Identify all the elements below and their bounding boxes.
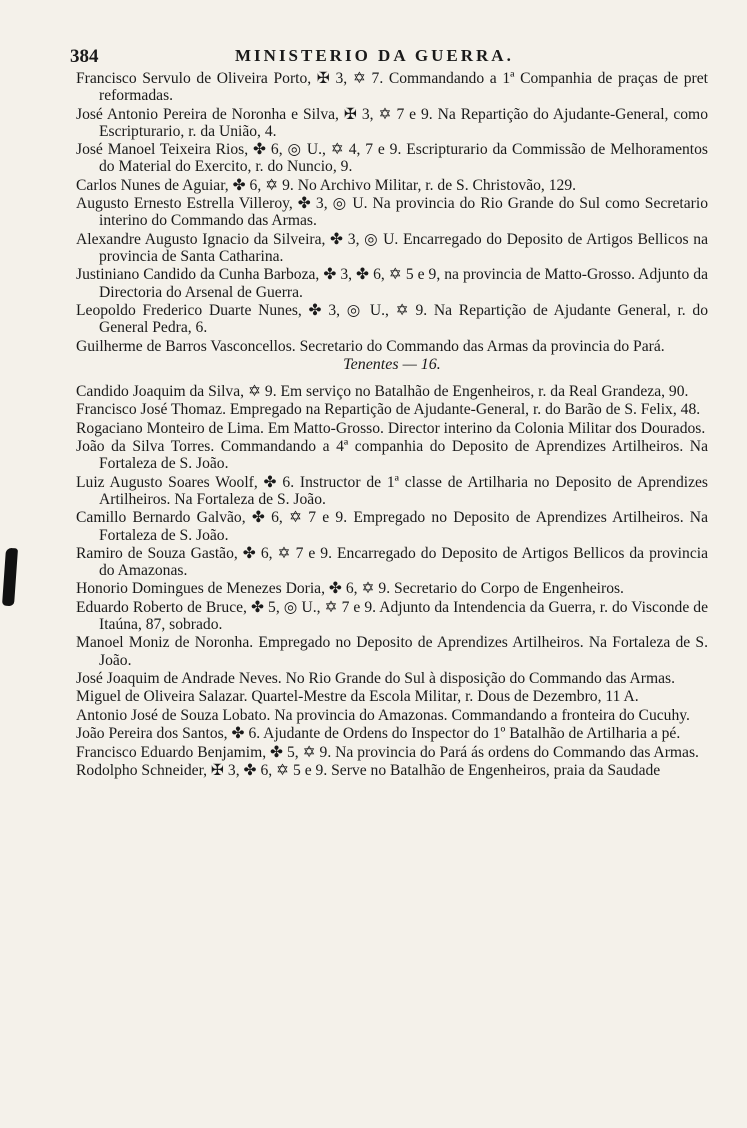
page-number: 384	[70, 46, 99, 67]
list-item: Manoel Moniz de Noronha. Empregado no Deposito de Aprendizes Artilheiros. Na Fortaleza de S. João.	[76, 634, 708, 669]
list-item: Camillo Bernardo Galvão, ✤ 6, ✡ 7 e 9. Empregado no Deposito de Aprendizes Artilheiros. Na Fortaleza de S. João.	[76, 509, 708, 544]
list-item: Carlos Nunes de Aguiar, ✤ 6, ✡ 9. No Archivo Militar, r. de S. Christovão, 129.	[76, 176, 577, 194]
list-item: Augusto Ernesto Estrella Villeroy, ✤ 3, ◎ U. Na provincia do Rio Grande do Sul como Secretario interino do Commando das Armas.	[76, 195, 708, 230]
list-item: José Antonio Pereira de Noronha e Silva, ✠ 3, ✡ 7 e 9. Na Repartição do Ajudante-General, como Escripturario, r. da União, 4.	[76, 105, 708, 140]
page-header	[70, 44, 710, 70]
list-item: João Pereira dos Santos, ✤ 6. Ajudante de Ordens do Inspector do 1º Batalhão de Artilharia a pé.	[76, 725, 681, 743]
ink-blot	[2, 548, 18, 607]
list-item: Ramiro de Souza Gastão, ✤ 6, ✡ 7 e 9. Encarregado do Deposito de Artigos Bellicos da provincia do Amazonas.	[76, 544, 708, 580]
list-item: Honorio Domingues de Menezes Doria, ✤ 6, ✡ 9. Secretario do Corpo de Engenheiros.	[76, 580, 624, 598]
list-item: José Joaquim de Andrade Neves. No Rio Grande do Sul à disposição do Commando das Armas.	[76, 670, 675, 688]
officer-list	[76, 70, 708, 780]
section-heading-tenentes: Tenentes — 16.	[343, 355, 441, 373]
list-item: Francisco José Thomaz. Empregado na Repartição de Ajudante-General, r. do Barão de S. Felix, 48.	[76, 401, 701, 419]
list-item: Luiz Augusto Soares Woolf, ✤ 6. Instructor de 1ª classe de Artilharia no Deposito de Aprendizes Artilheiros. Na Fortaleza de S. João.	[76, 473, 708, 508]
list-item: João da Silva Torres. Commandando a 4ª companhia do Deposito de Aprendizes Artilheiros. Na Fortaleza de S. João.	[76, 438, 708, 473]
list-item: Francisco Servulo de Oliveira Porto, ✠ 3, ✡ 7. Commandando a 1ª Companhia de praças de pret reformadas.	[76, 70, 708, 105]
list-item: Alexandre Augusto Ignacio da Silveira, ✤ 3, ◎ U. Encarregado do Deposito de Artigos Bellicos na provincia de Santa Catharina.	[76, 230, 708, 265]
running-title: MINISTERIO DA GUERRA.	[235, 46, 514, 65]
list-item: Leopoldo Frederico Duarte Nunes, ✤ 3, ◎ U., ✡ 9. Na Repartição de Ajudante General, r. do General Pedra, 6.	[76, 301, 708, 337]
capitaes-continuation-block	[76, 70, 708, 355]
list-item: Antonio José de Souza Lobato. Na provincia do Amazonas. Commandando a fronteira do Cucuhy.	[76, 706, 690, 724]
list-item: Rodolpho Schneider, ✠ 3, ✤ 6, ✡ 5 e 9. Serve no Batalhão de Engenheiros, praia da Saudade	[76, 762, 661, 780]
list-item: Miguel de Oliveira Salazar. Quartel-Mestre da Escola Militar, r. Dous de Dezembro, 11 A.	[76, 688, 639, 706]
list-item: José Manoel Teixeira Rios, ✤ 6, ◎ U., ✡ 4, 7 e 9. Escripturario da Commissão de Melhoramentos do Material do Exercito, r. do Nuncio, 9.	[76, 141, 708, 176]
list-item: Rogaciano Monteiro de Lima. Em Matto-Grosso. Director interino da Colonia Militar dos Dourados.	[76, 419, 706, 437]
list-item: Candido Joaquim da Silva, ✡ 9. Em serviço no Batalhão de Engenheiros, r. da Real Grandeza, 90.	[76, 382, 689, 400]
tenentes-block	[76, 383, 708, 779]
list-item: Justiniano Candido da Cunha Barboza, ✤ 3, ✤ 6, ✡ 5 e 9, na provincia de Matto-Grosso. Adjunto da Directoria do Arsenal de Guerra.	[76, 266, 708, 301]
list-item: Guilherme de Barros Vasconcellos. Secretario do Commando das Armas da provincia do Pará.	[76, 337, 665, 355]
list-item: Eduardo Roberto de Bruce, ✤ 5, ◎ U., ✡ 7 e 9. Adjunto da Intendencia da Guerra, r. do Visconde de Itaúna, 87, sobrado.	[76, 598, 708, 634]
list-item: Francisco Eduardo Benjamim, ✤ 5, ✡ 9. Na provincia do Pará ás ordens do Commando das Armas.	[76, 743, 699, 761]
